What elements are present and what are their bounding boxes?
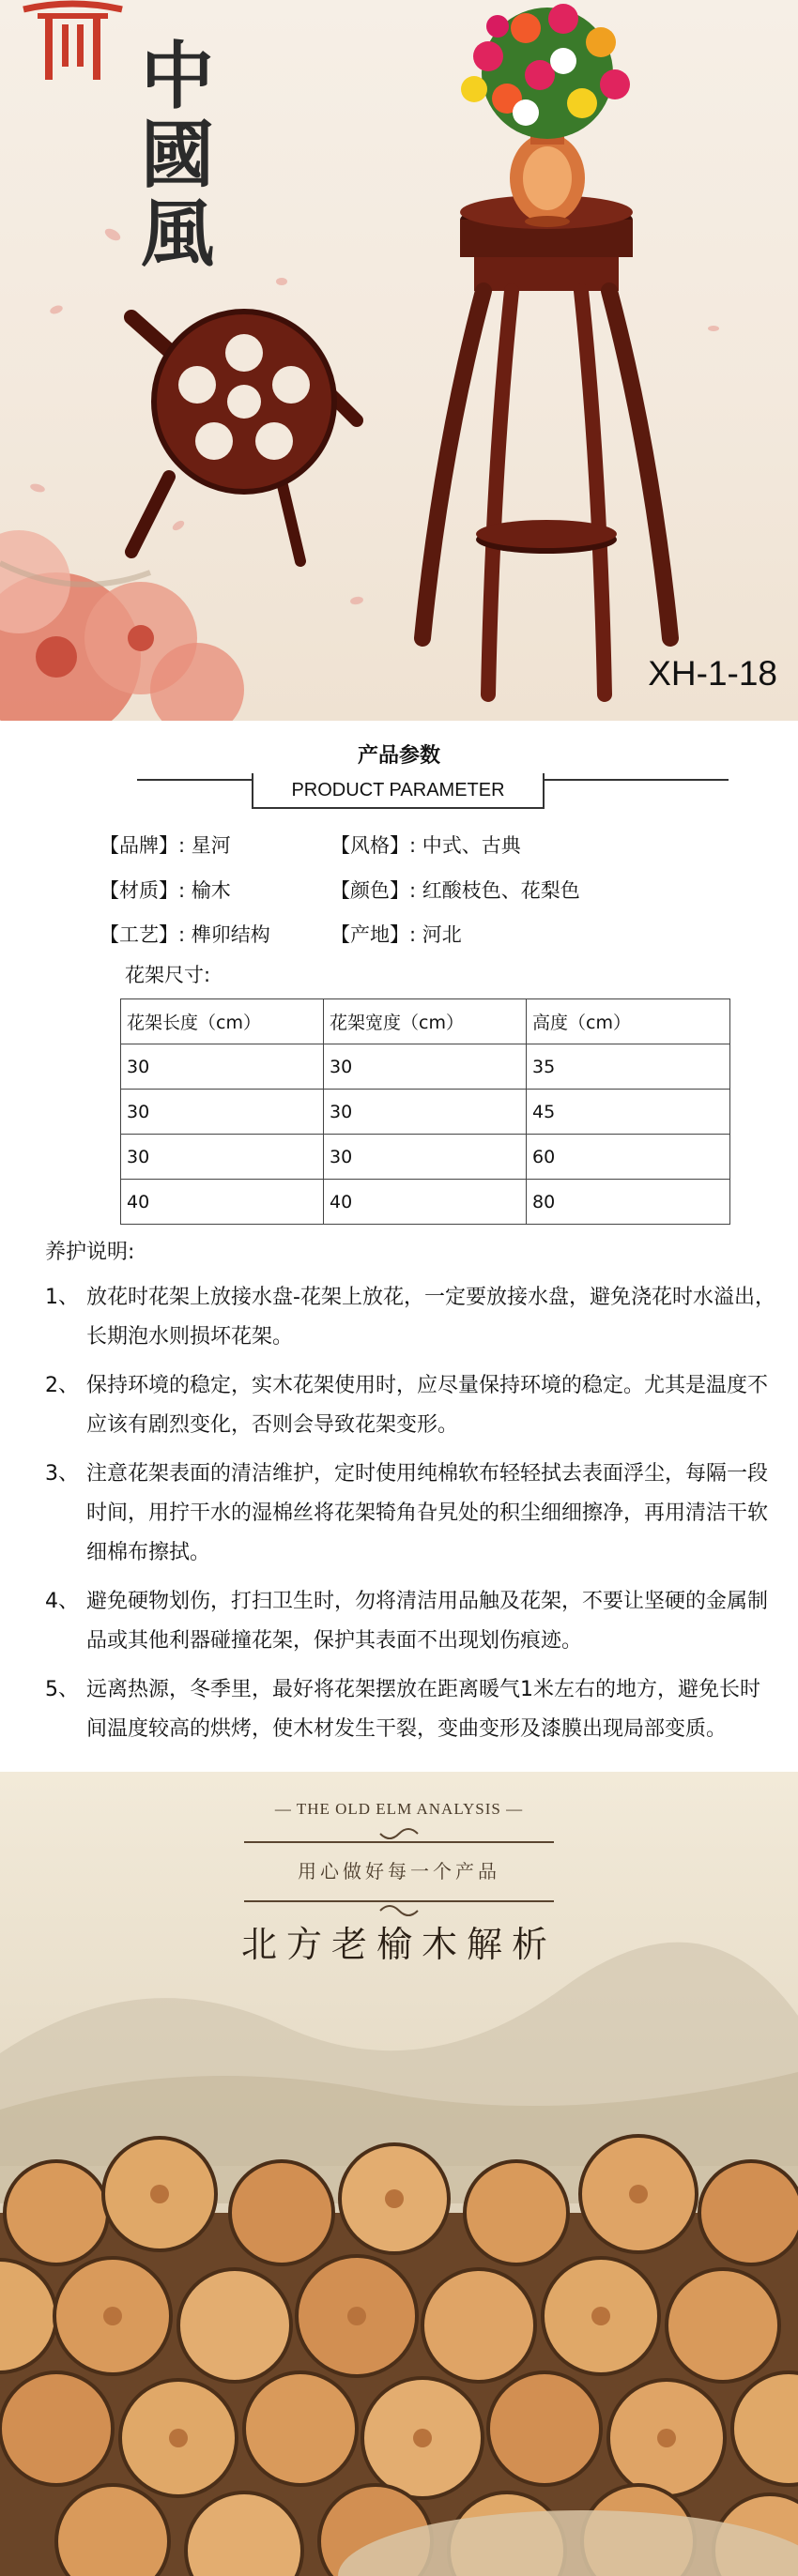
plum-blossom-decoration [0, 530, 244, 721]
table-cell: 80 [527, 1180, 730, 1225]
table-row [121, 1090, 730, 1135]
table-header-length: 花架长度（cm） [121, 999, 324, 1044]
hero-calligraphy [141, 34, 244, 277]
table-header-width: 花架宽度（cm） [324, 999, 527, 1044]
care-item-text: 注意花架表面的清洁维护，定时使用纯棉软布轻轻拭去表面浮尘，每隔一段时间，用拧干水的湿棉丝将花架犄角旮旯处的积尘细细擦净，再用清洁干软细棉布擦拭。 [86, 1462, 769, 1564]
spec-style: 【风格】: 中式、古典 [330, 834, 521, 857]
care-list [45, 1278, 777, 1759]
calligraphy-char: 國 [141, 113, 215, 198]
size-table [120, 998, 730, 1225]
care-item-number: 1、 [45, 1286, 79, 1309]
care-heading: 养护说明: [45, 1241, 135, 1264]
calligraphy-char: 中 [141, 34, 215, 119]
spec-material: 【材质】: 榆木 [100, 879, 231, 902]
flower-bouquet-icon [461, 4, 630, 139]
spec-brand: 【品牌】: 星河 [100, 834, 231, 857]
care-item-number: 3、 [45, 1462, 79, 1486]
care-item-text: 避免硬物划伤，打扫卫生时，勿将清洁用品触及花架，不要让坚硬的金属制品或其他利器碰撞花架，保护其表面不出现划伤痕迹。 [86, 1590, 769, 1653]
elm-title-cn: 北方老榆木解析 [240, 1924, 557, 1965]
elm-illustration [0, 1772, 798, 2576]
flower-stand-icon [422, 195, 670, 694]
table-row [121, 1044, 730, 1090]
table-cell: 30 [324, 1090, 527, 1135]
hero-banner [0, 0, 798, 721]
elm-analysis-section [0, 1772, 798, 2576]
care-item [45, 1278, 777, 1357]
care-item [45, 1455, 777, 1573]
care-item [45, 1582, 777, 1661]
elm-subtitle-cn: 用心做好每一个产品 [298, 1860, 500, 1882]
spec-craft: 【工艺】: 榫卯结构 [100, 923, 270, 946]
spec-color: 【颜色】: 红酸枝色、花梨色 [330, 879, 580, 902]
table-cell: 30 [121, 1044, 324, 1090]
care-item-number: 4、 [45, 1590, 79, 1613]
hero-illustration [0, 0, 798, 721]
size-heading: 花架尺寸: [125, 964, 211, 986]
care-item-text: 放花时花架上放接水盘-花架上放花，一定要放接水盘，避免浇花时水溢出，长期泡水则损坏花架。 [86, 1286, 775, 1349]
care-item [45, 1366, 777, 1445]
table-cell: 30 [324, 1044, 527, 1090]
table-header-row [121, 999, 730, 1044]
table-cell: 45 [527, 1090, 730, 1135]
elm-log-pile-icon [0, 2136, 798, 2576]
table-header-height: 高度（cm） [527, 999, 730, 1044]
table-cell: 60 [527, 1135, 730, 1180]
product-parameters-section [0, 721, 798, 1772]
care-item-number: 2、 [45, 1374, 79, 1397]
spec-origin: 【产地】: 河北 [330, 923, 462, 946]
care-item [45, 1670, 777, 1749]
elm-title-en: — THE OLD ELM ANALYSIS — [274, 1800, 524, 1818]
calligraphy-char: 風 [141, 191, 215, 277]
table-cell: 40 [324, 1180, 527, 1225]
care-item-number: 5、 [45, 1678, 79, 1701]
section-title-cn: 产品参数 [357, 744, 440, 768]
model-number: XH-1-18 [648, 654, 777, 693]
care-item-text: 远离热源，冬季里，最好将花架摆放在距离暖气1米左右的地方，避免长时间温度较高的烘烤，使木材发生干裂，变曲变形及漆膜出现局部变质。 [86, 1678, 760, 1741]
table-cell: 30 [324, 1135, 527, 1180]
table-cell: 40 [121, 1180, 324, 1225]
table-cell: 30 [121, 1090, 324, 1135]
table-cell: 35 [527, 1044, 730, 1090]
table-cell: 30 [121, 1135, 324, 1180]
care-item-text: 保持环境的稳定，实木花架使用时，应尽量保持环境的稳定。尤其是温度不应该有剧烈变化，否则会导致花架变形。 [86, 1374, 769, 1437]
table-row [121, 1180, 730, 1225]
carved-lattice-icon [131, 312, 357, 561]
chinese-gate-logo-icon [19, 0, 127, 84]
table-row [121, 1135, 730, 1180]
section-title-en: PRODUCT PARAMETER [252, 773, 545, 809]
